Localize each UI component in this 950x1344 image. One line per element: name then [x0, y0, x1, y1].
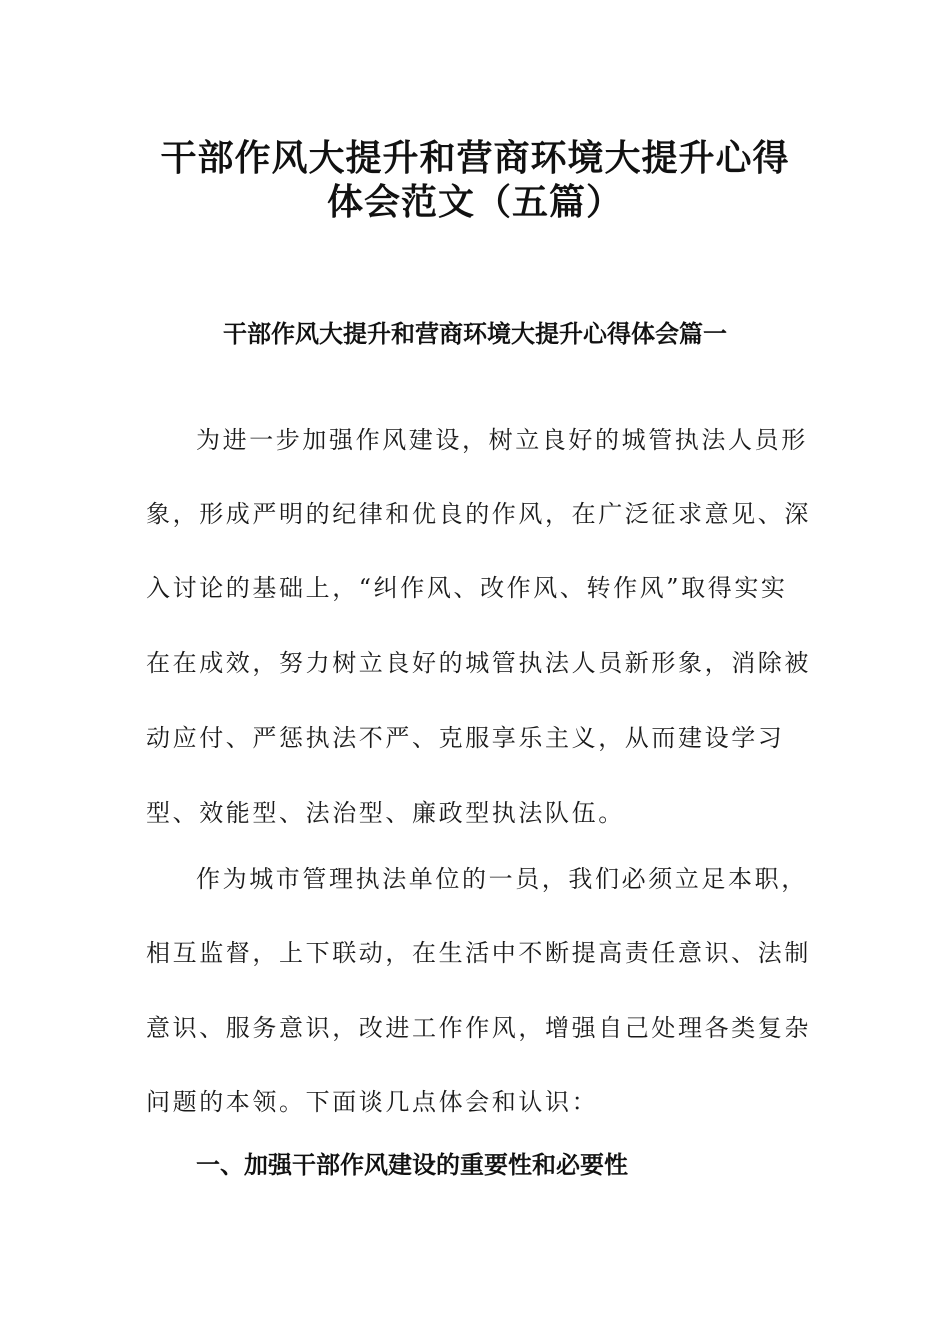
paragraph-line: 相互监督，上下联动，在生活中不断提高责任意识、法制	[146, 939, 811, 967]
paragraph-line: 问题的本领。下面谈几点体会和认识：	[146, 1088, 599, 1116]
paragraph-line: 动应付、严惩执法不严、克服享乐主义，从而建设学习	[146, 724, 785, 752]
document-title-line-1: 干部作风大提升和营商环境大提升心得	[160, 138, 790, 179]
document-title-line-2: 体会范文（五篇）	[326, 182, 623, 223]
paragraph-line: 象，形成严明的纪律和优良的作风，在广泛征求意见、深	[146, 500, 811, 528]
paragraph-line: 为进一步加强作风建设，树立良好的城管执法人员形	[196, 426, 808, 454]
section-heading: 一、加强干部作风建设的重要性和必要性	[196, 1151, 628, 1179]
paragraph-line: 在在成效，努力树立良好的城管执法人员新形象，消除被	[146, 649, 811, 677]
paragraph-line: 意识、服务意识，改进工作作风，增强自己处理各类复杂	[146, 1014, 811, 1042]
paragraph-line: 作为城市管理执法单位的一员，我们必须立足本职，	[196, 865, 808, 893]
paragraph-line: 入讨论的基础上，“纠作风、改作风、转作风”取得实实	[146, 574, 788, 602]
article-subtitle: 干部作风大提升和营商环境大提升心得体会篇一	[223, 320, 727, 348]
paragraph-line: 型、效能型、法治型、廉政型执法队伍。	[146, 799, 625, 827]
